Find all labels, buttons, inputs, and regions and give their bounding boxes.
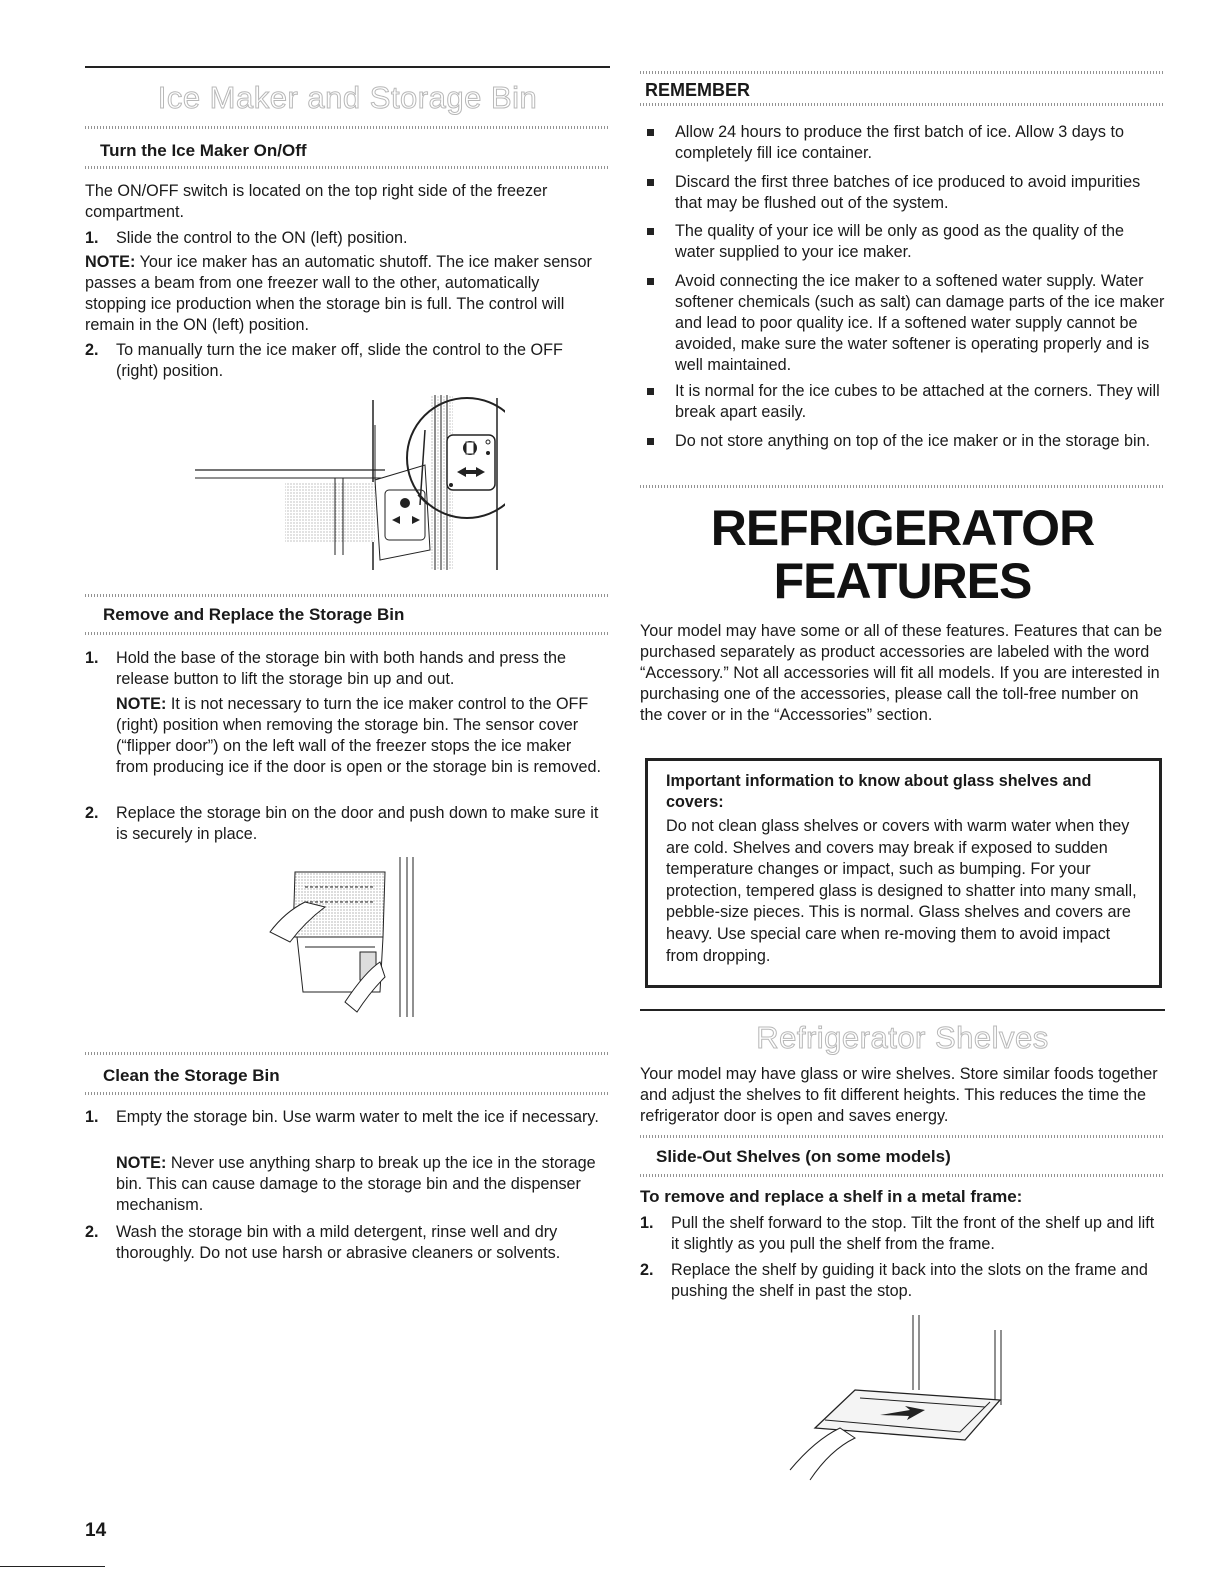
step-text: Hold the base of the storage bin with both hands and press the release button to lift the storage bin up and out. xyxy=(116,649,566,688)
glass-shelves-warning-box xyxy=(645,758,1162,988)
features-intro: Your model may have some or all of these features. Features that can be purchased separately as product accessories are labeled with the word “Accessory.” Not all accessories will fit all models. If you are interested in purchasing one of the accessories, please call the toll-free number on the cover or in the “Accessories” section. xyxy=(640,622,1163,724)
section-title-refrigerator-shelves: Refrigerator Shelves xyxy=(756,1020,1049,1055)
shelves-intro: Your model may have glass or wire shelves. Store similar foods together and adjust the shelves to fit different heights. This reduces the time the refrigerator door is open and saves energy. xyxy=(640,1065,1158,1125)
step-number: 1. xyxy=(85,229,99,247)
bullet-icon xyxy=(647,388,654,395)
step-text: Empty the storage bin. Use warm water to melt the ice if necessary. xyxy=(116,1108,599,1126)
remember-bullet xyxy=(640,221,1165,265)
storage-bin-illustration xyxy=(265,852,445,1022)
section-rule xyxy=(640,1009,1165,1011)
remember-bullet xyxy=(640,381,1165,425)
remember-bullet xyxy=(640,271,1165,374)
subheading-metal-frame: To remove and replace a shelf in a metal frame: xyxy=(640,1187,1023,1206)
step-1 xyxy=(640,1213,1165,1257)
note-label: NOTE: xyxy=(116,695,167,713)
remember-bullet xyxy=(640,122,1165,166)
step-2 xyxy=(85,803,610,847)
note-paragraph xyxy=(116,694,606,778)
bullet-text: It is normal for the ice cubes to be attached at the corners. They will break apart easily. xyxy=(675,382,1160,421)
remember-bullet xyxy=(640,172,1165,216)
bullet-text: The quality of your ice will be only as good as the quality of the water supplied to your ice maker. xyxy=(675,222,1125,261)
step-text: To manually turn the ice maker off, slide the control to the OFF (right) position. xyxy=(116,341,563,380)
step-2 xyxy=(85,340,610,384)
footer-rule xyxy=(0,1566,105,1567)
step-text: Replace the shelf by guiding it back into the slots on the frame and pushing the shelf in past the stop. xyxy=(671,1261,1148,1300)
divider xyxy=(640,103,1165,106)
slide-out-shelf-illustration xyxy=(785,1310,1015,1490)
step-text: Pull the shelf forward to the stop. Tilt the front of the shelf up and lift it slightly as you pull the shelf from the frame. xyxy=(671,1214,1155,1253)
step-number: 1. xyxy=(85,649,99,667)
note-text: Never use anything sharp to break up the ice in the storage bin. This can cause damage to the storage bin and the dispenser mechanism. xyxy=(116,1154,596,1214)
divider xyxy=(85,594,610,597)
divider xyxy=(85,1052,610,1055)
bullet-icon xyxy=(647,228,654,235)
bullet-icon xyxy=(647,179,654,186)
step-number: 1. xyxy=(85,1108,99,1126)
heading-clean-bin: Clean the Storage Bin xyxy=(103,1066,280,1085)
bullet-text: Avoid connecting the ice maker to a softened water supply. Water softener chemicals (such as salt) can damage parts of the ice maker and lead to poor quality ice. If a softened water supply cannot be avoided, make sure the water softener is operating properly and is well maintained. xyxy=(675,272,1165,374)
step-text: Wash the storage bin with a mild detergent, rinse well and dry thoroughly. Do not use harsh or abrasive cleaners or solvents. xyxy=(116,1223,561,1262)
step-number: 2. xyxy=(85,341,99,359)
features-title-line-2: FEATURES xyxy=(773,553,1032,609)
divider xyxy=(640,485,1165,488)
bullet-icon xyxy=(647,438,654,445)
top-rule xyxy=(85,66,610,68)
bullet-icon xyxy=(647,129,654,136)
note-paragraph xyxy=(116,1153,606,1216)
bullet-icon xyxy=(647,278,654,285)
step-number: 1. xyxy=(640,1214,654,1232)
note-text: It is not necessary to turn the ice maker control to the OFF (right) position when removing the storage bin. The sensor cover (“flipper door”) on the left wall of the freezer stops the ice maker from producing ice if the door is open or the storage bin is removed. xyxy=(116,695,601,776)
ice-maker-switch-illustration xyxy=(185,390,505,575)
bullet-text: Do not store anything on top of the ice maker or in the storage bin. xyxy=(675,432,1151,450)
step-1 xyxy=(85,1107,610,1151)
step-2 xyxy=(640,1260,1165,1304)
heading-remember: REMEMBER xyxy=(645,80,751,100)
bullet-text: Discard the first three batches of ice produced to avoid impurities that may be flushed out of the system. xyxy=(675,173,1141,212)
step-1 xyxy=(85,648,610,692)
divider xyxy=(85,166,610,169)
step-text: Slide the control to the ON (left) position. xyxy=(116,229,408,247)
note-text: Your ice maker has an automatic shutoff. The ice maker sensor passes a beam from one freezer wall to the other, automatically stopping ice production when the storage bin is full. The control will remain in the ON (left) position. xyxy=(85,253,592,334)
divider xyxy=(85,126,610,129)
note-paragraph xyxy=(85,252,605,336)
warning-text: Do not clean glass shelves or covers with warm water when they are cold. Shelves and covers may break if exposed to sudden temperature changes or impact, such as bumping. For your protection, tempered glass is designed to shatter into many small, pebble-size pieces. This is normal. Glass shelves and covers are heavy. Use special care when re-moving them to avoid impact from dropping. xyxy=(666,817,1137,965)
page-number: 14 xyxy=(85,1520,107,1541)
features-title-line-1: REFRIGERATOR xyxy=(710,500,1095,556)
heading-remove-replace: Remove and Replace the Storage Bin xyxy=(103,605,405,624)
divider xyxy=(640,1135,1165,1138)
section-title-ice-maker: Ice Maker and Storage Bin xyxy=(157,80,538,115)
remember-bullet xyxy=(640,431,1165,475)
heading-slide-out-shelves: Slide-Out Shelves (on some models) xyxy=(656,1147,951,1166)
step-number: 2. xyxy=(640,1261,654,1279)
step-number: 2. xyxy=(85,1223,99,1241)
divider xyxy=(640,1174,1165,1177)
step-1 xyxy=(85,228,610,250)
note-label: NOTE: xyxy=(85,253,136,271)
step-2 xyxy=(85,1222,610,1266)
heading-turn-on-off: Turn the Ice Maker On/Off xyxy=(100,141,307,160)
divider xyxy=(85,632,610,635)
warning-heading: Important information to know about glass shelves and covers: xyxy=(666,772,1092,811)
divider xyxy=(640,71,1165,74)
step-number: 2. xyxy=(85,804,99,822)
step-text: Replace the storage bin on the door and push down to make sure it is securely in place. xyxy=(116,804,599,843)
note-label: NOTE: xyxy=(116,1154,167,1172)
turn-on-off-intro: The ON/OFF switch is located on the top right side of the freezer compartment. xyxy=(85,182,548,221)
divider xyxy=(85,1092,610,1095)
bullet-text: Allow 24 hours to produce the first batch of ice. Allow 3 days to completely fill ice container. xyxy=(675,123,1124,162)
